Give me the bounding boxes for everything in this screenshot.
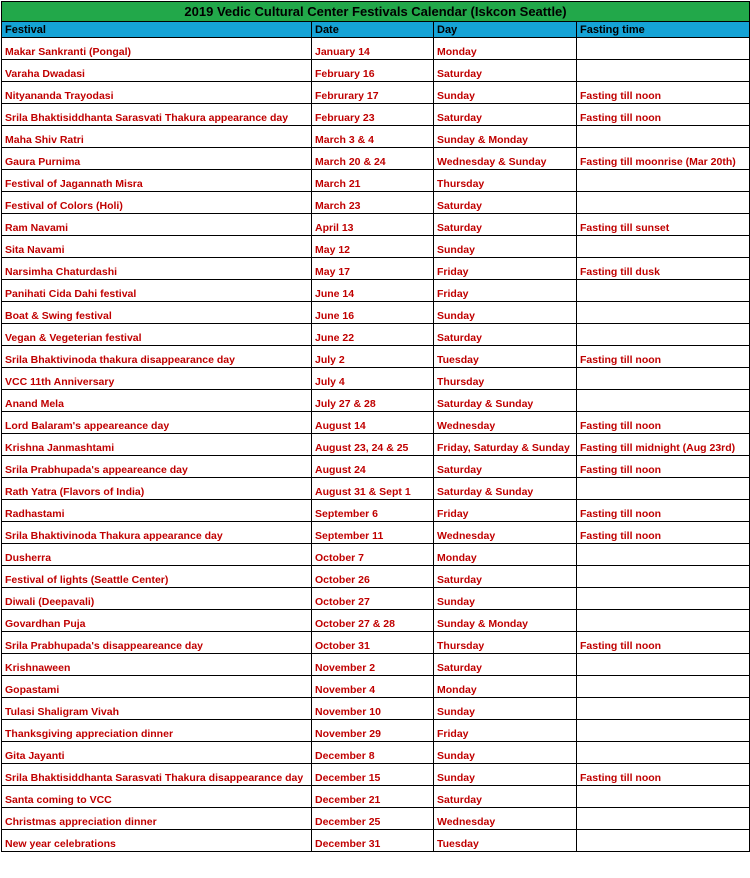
fasting-time-cell: [577, 698, 750, 720]
day-cell: Monday: [434, 676, 577, 698]
festival-cell: Thanksgiving appreciation dinner: [2, 720, 312, 742]
day-cell: Saturday & Sunday: [434, 390, 577, 412]
header-date: Date: [312, 22, 434, 38]
day-cell: Wednesday: [434, 808, 577, 830]
fasting-time-cell: [577, 38, 750, 60]
day-cell: Saturday: [434, 214, 577, 236]
table-row: [2, 324, 750, 346]
festival-cell: Dusherra: [2, 544, 312, 566]
day-cell: Sunday: [434, 764, 577, 786]
table-row: [2, 544, 750, 566]
fasting-time-cell: [577, 654, 750, 676]
fasting-time-cell: [577, 720, 750, 742]
table-row: [2, 148, 750, 170]
festival-cell: Boat & Swing festival: [2, 302, 312, 324]
day-cell: Wednesday: [434, 412, 577, 434]
festival-cell: Srila Bhaktisiddhanta Sarasvati Thakura disappearance day: [2, 764, 312, 786]
date-cell: July 27 & 28: [312, 390, 434, 412]
festival-cell: Tulasi Shaligram Vivah: [2, 698, 312, 720]
date-cell: March 3 & 4: [312, 126, 434, 148]
fasting-time-cell: [577, 126, 750, 148]
date-cell: Februrary 17: [312, 82, 434, 104]
date-cell: November 2: [312, 654, 434, 676]
date-cell: November 4: [312, 676, 434, 698]
table-row: [2, 214, 750, 236]
day-cell: Wednesday: [434, 522, 577, 544]
fasting-time-cell: [577, 786, 750, 808]
table-row: [2, 808, 750, 830]
day-cell: Monday: [434, 544, 577, 566]
fasting-time-cell: [577, 60, 750, 82]
fasting-time-cell: Fasting till noon: [577, 456, 750, 478]
festival-cell: Govardhan Puja: [2, 610, 312, 632]
table-row: [2, 280, 750, 302]
festival-cell: Radhastami: [2, 500, 312, 522]
festival-table: [1, 1, 750, 852]
day-cell: Sunday & Monday: [434, 126, 577, 148]
day-cell: Tuesday: [434, 346, 577, 368]
day-cell: Sunday: [434, 82, 577, 104]
table-row: [2, 566, 750, 588]
table-row: [2, 60, 750, 82]
table-row: [2, 742, 750, 764]
table-row: [2, 830, 750, 852]
day-cell: Sunday: [434, 698, 577, 720]
fasting-time-cell: [577, 808, 750, 830]
date-cell: December 25: [312, 808, 434, 830]
table-row: [2, 104, 750, 126]
day-cell: Sunday: [434, 302, 577, 324]
date-cell: October 27 & 28: [312, 610, 434, 632]
day-cell: Friday: [434, 258, 577, 280]
table-row: [2, 654, 750, 676]
date-cell: December 21: [312, 786, 434, 808]
header-row: [2, 22, 750, 38]
table-row: [2, 434, 750, 456]
date-cell: December 31: [312, 830, 434, 852]
fasting-time-cell: Fasting till noon: [577, 500, 750, 522]
day-cell: Sunday: [434, 588, 577, 610]
date-cell: March 23: [312, 192, 434, 214]
date-cell: June 14: [312, 280, 434, 302]
table-row: [2, 368, 750, 390]
fasting-time-cell: Fasting till noon: [577, 412, 750, 434]
festival-cell: New year celebrations: [2, 830, 312, 852]
day-cell: Sunday: [434, 742, 577, 764]
day-cell: Friday: [434, 280, 577, 302]
date-cell: October 27: [312, 588, 434, 610]
day-cell: Saturday: [434, 60, 577, 82]
fasting-time-cell: Fasting till noon: [577, 522, 750, 544]
table-row: [2, 720, 750, 742]
day-cell: Saturday: [434, 566, 577, 588]
fasting-time-cell: Fasting till sunset: [577, 214, 750, 236]
fasting-time-cell: [577, 588, 750, 610]
fasting-time-cell: Fasting till noon: [577, 346, 750, 368]
day-cell: Monday: [434, 38, 577, 60]
date-cell: November 29: [312, 720, 434, 742]
date-cell: November 10: [312, 698, 434, 720]
fasting-time-cell: Fasting till noon: [577, 104, 750, 126]
day-cell: Sunday & Monday: [434, 610, 577, 632]
table-row: [2, 500, 750, 522]
date-cell: July 4: [312, 368, 434, 390]
festival-cell: Srila Prabhupada's appeareance day: [2, 456, 312, 478]
date-cell: July 2: [312, 346, 434, 368]
festival-cell: Festival of Jagannath Misra: [2, 170, 312, 192]
festival-cell: Srila Prabhupada's disappeareance day: [2, 632, 312, 654]
date-cell: October 31: [312, 632, 434, 654]
day-cell: Saturday: [434, 192, 577, 214]
day-cell: Tuesday: [434, 830, 577, 852]
date-cell: April 13: [312, 214, 434, 236]
festival-cell: Srila Bhaktisiddhanta Sarasvati Thakura appearance day: [2, 104, 312, 126]
date-cell: June 22: [312, 324, 434, 346]
festival-cell: Christmas appreciation dinner: [2, 808, 312, 830]
fasting-time-cell: [577, 280, 750, 302]
day-cell: Sunday: [434, 236, 577, 258]
festival-cell: Rath Yatra (Flavors of India): [2, 478, 312, 500]
table-row: [2, 632, 750, 654]
festival-cell: Varaha Dwadasi: [2, 60, 312, 82]
date-cell: October 26: [312, 566, 434, 588]
table-row: [2, 346, 750, 368]
date-cell: August 23, 24 & 25: [312, 434, 434, 456]
day-cell: Saturday: [434, 324, 577, 346]
festival-cell: Sita Navami: [2, 236, 312, 258]
table-row: [2, 610, 750, 632]
day-cell: Saturday: [434, 786, 577, 808]
festival-cell: Vegan & Vegeterian festival: [2, 324, 312, 346]
date-cell: January 14: [312, 38, 434, 60]
day-cell: Saturday: [434, 654, 577, 676]
date-cell: October 7: [312, 544, 434, 566]
date-cell: September 11: [312, 522, 434, 544]
date-cell: March 20 & 24: [312, 148, 434, 170]
date-cell: August 14: [312, 412, 434, 434]
date-cell: September 6: [312, 500, 434, 522]
date-cell: June 16: [312, 302, 434, 324]
fasting-time-cell: [577, 478, 750, 500]
festival-cell: Krishna Janmashtami: [2, 434, 312, 456]
day-cell: Saturday: [434, 104, 577, 126]
festival-cell: Srila Bhaktivinoda thakura disappearance day: [2, 346, 312, 368]
festival-cell: Gopastami: [2, 676, 312, 698]
table-body: [2, 38, 750, 852]
fasting-time-cell: [577, 742, 750, 764]
festival-cell: Festival of Colors (Holi): [2, 192, 312, 214]
date-cell: March 21: [312, 170, 434, 192]
fasting-time-cell: [577, 390, 750, 412]
fasting-time-cell: [577, 676, 750, 698]
table-row: [2, 676, 750, 698]
day-cell: Saturday: [434, 456, 577, 478]
day-cell: Friday, Saturday & Sunday: [434, 434, 577, 456]
day-cell: Friday: [434, 720, 577, 742]
fasting-time-cell: [577, 830, 750, 852]
fasting-time-cell: [577, 566, 750, 588]
table-row: [2, 786, 750, 808]
day-cell: Saturday & Sunday: [434, 478, 577, 500]
header-day: Day: [434, 22, 577, 38]
date-cell: May 17: [312, 258, 434, 280]
date-cell: December 15: [312, 764, 434, 786]
table-row: [2, 82, 750, 104]
day-cell: Thursday: [434, 632, 577, 654]
fasting-time-cell: [577, 610, 750, 632]
fasting-time-cell: [577, 302, 750, 324]
calendar-sheet: [1, 1, 749, 852]
table-row: [2, 522, 750, 544]
date-cell: February 16: [312, 60, 434, 82]
table-row: [2, 412, 750, 434]
fasting-time-cell: [577, 236, 750, 258]
day-cell: Thursday: [434, 368, 577, 390]
fasting-time-cell: Fasting till midnight (Aug 23rd): [577, 434, 750, 456]
table-row: [2, 588, 750, 610]
fasting-time-cell: Fasting till noon: [577, 764, 750, 786]
table-row: [2, 258, 750, 280]
festival-cell: Makar Sankranti (Pongal): [2, 38, 312, 60]
day-cell: Friday: [434, 500, 577, 522]
date-cell: August 24: [312, 456, 434, 478]
table-row: [2, 698, 750, 720]
festival-cell: Gaura Purnima: [2, 148, 312, 170]
fasting-time-cell: Fasting till moonrise (Mar 20th): [577, 148, 750, 170]
table-row: [2, 236, 750, 258]
table-row: [2, 192, 750, 214]
fasting-time-cell: [577, 170, 750, 192]
fasting-time-cell: [577, 192, 750, 214]
table-row: [2, 764, 750, 786]
fasting-time-cell: [577, 324, 750, 346]
table-title: 2019 Vedic Cultural Center Festivals Calendar (Iskcon Seattle): [2, 2, 750, 22]
festival-cell: Gita Jayanti: [2, 742, 312, 764]
fasting-time-cell: Fasting till dusk: [577, 258, 750, 280]
festival-cell: Santa coming to VCC: [2, 786, 312, 808]
festival-cell: Anand Mela: [2, 390, 312, 412]
table-row: [2, 126, 750, 148]
festival-cell: VCC 11th Anniversary: [2, 368, 312, 390]
festival-cell: Festival of lights (Seattle Center): [2, 566, 312, 588]
table-row: [2, 390, 750, 412]
festival-cell: Narsimha Chaturdashi: [2, 258, 312, 280]
festival-cell: Diwali (Deepavali): [2, 588, 312, 610]
title-row: [2, 2, 750, 22]
date-cell: August 31 & Sept 1: [312, 478, 434, 500]
fasting-time-cell: Fasting till noon: [577, 632, 750, 654]
festival-cell: Panihati Cida Dahi festival: [2, 280, 312, 302]
header-festival: Festival: [2, 22, 312, 38]
table-row: [2, 170, 750, 192]
festival-cell: Ram Navami: [2, 214, 312, 236]
table-row: [2, 478, 750, 500]
fasting-time-cell: [577, 544, 750, 566]
date-cell: May 12: [312, 236, 434, 258]
festival-cell: Krishnaween: [2, 654, 312, 676]
festival-cell: Nityananda Trayodasi: [2, 82, 312, 104]
table-row: [2, 38, 750, 60]
fasting-time-cell: [577, 368, 750, 390]
festival-cell: Maha Shiv Ratri: [2, 126, 312, 148]
festival-cell: Srila Bhaktivinoda Thakura appearance day: [2, 522, 312, 544]
date-cell: December 8: [312, 742, 434, 764]
date-cell: February 23: [312, 104, 434, 126]
day-cell: Thursday: [434, 170, 577, 192]
table-row: [2, 302, 750, 324]
day-cell: Wednesday & Sunday: [434, 148, 577, 170]
header-fasting-time: Fasting time: [577, 22, 750, 38]
fasting-time-cell: Fasting till noon: [577, 82, 750, 104]
table-row: [2, 456, 750, 478]
festival-cell: Lord Balaram's appeareance day: [2, 412, 312, 434]
